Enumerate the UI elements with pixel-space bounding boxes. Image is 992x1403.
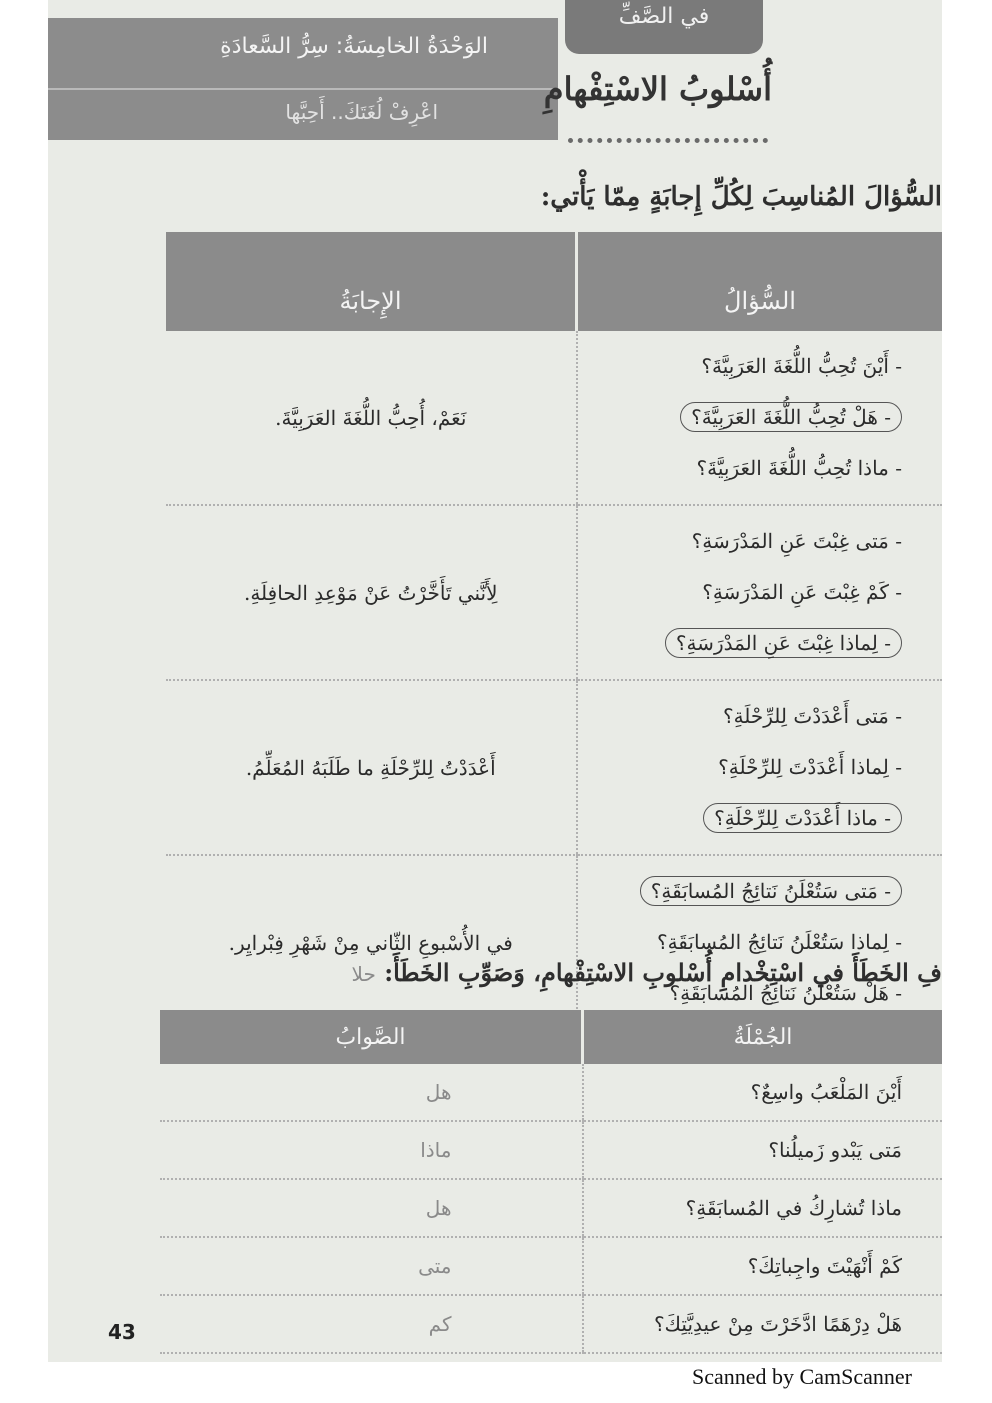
scanner-watermark: Scanned by CamScanner: [692, 1364, 912, 1389]
table-row: [166, 855, 942, 1030]
question-option: - هَلْ سَتُعْلَنُ نَتائِجُ المُسابَقَةِ؟: [669, 981, 902, 1005]
exercise2-instruction-text: فِ الخَطَأَ في اسْتِخْدامِ أُسْلوبِ الاسْتِفْهامِ، وَصَوِّبِ الخَطَأَ:: [384, 958, 942, 987]
answer-cell: في الأُسْبوعِ الثّاني مِنْ شَهْرِ فِبْرايِر.: [166, 855, 577, 1030]
table-row: [160, 1295, 942, 1353]
table-row: [160, 1179, 942, 1237]
table-row: [160, 1237, 942, 1295]
column-header-question: السُّؤالُ: [577, 232, 943, 331]
correction-cell: ماذا: [160, 1121, 583, 1179]
section-tab: [565, 0, 763, 54]
table-row: [160, 1064, 942, 1121]
column-header-correction: الصَّوابُ: [160, 1010, 583, 1064]
question-option: - مَتى أَعْدَدْتَ لِلرِّحْلَةِ؟: [722, 704, 902, 728]
sentence-cell: هَلْ دِرْهَمًا ادَّخَرْتَ مِنْ عيدِيَّتِكَ؟: [583, 1295, 943, 1353]
table-row: [166, 331, 942, 505]
correction-cell: كم: [160, 1295, 583, 1353]
error-correction-table: [160, 1010, 942, 1354]
unit-title: الوَحْدَةُ الخامِسَةُ: سِرُّ السَّعادَةِ: [220, 34, 488, 59]
table-row: [160, 1121, 942, 1179]
question-option-circled: - هَلْ تُحِبُّ اللُّغَةَ العَرَبِيَّةَ؟: [588, 392, 903, 443]
correction-cell: هل: [160, 1064, 583, 1121]
correction-cell: هل: [160, 1179, 583, 1237]
handwritten-note: حلا: [351, 962, 376, 986]
exercise1-instruction: السُّؤالَ المُناسِبَ لِكُلِّ إِجابَةٍ مِمّا يَأْتي:: [540, 182, 942, 212]
question-option-circled: - لِماذا غِبْتَ عَنِ المَدْرَسَةِ؟: [588, 618, 903, 669]
section-tab-label: في الصَّفِّ: [618, 4, 710, 29]
unit-subtitle: اعْرِفْ لُغَتَكَ.. أَحِبَّها: [285, 100, 438, 124]
page-number: 43: [108, 1320, 136, 1344]
dotted-divider: [568, 138, 768, 153]
question-option: - كَمْ غِبْتَ عَنِ المَدْرَسَةِ؟: [702, 580, 902, 604]
answer-cell: نَعَمْ، أُحِبُّ اللُّغَةَ العَرَبِيَّةَ.: [166, 331, 577, 505]
unit-header-band: [48, 18, 558, 140]
sentence-cell: مَتى يَبْدو زَميلُنا؟: [583, 1121, 943, 1179]
question-option: - لِماذا سَتُعْلَنُ نَتائِجُ المُسابَقَةِ؟: [656, 930, 902, 954]
question-option-circled: - ماذا أَعْدَدْتَ لِلرِّحْلَةِ؟: [588, 793, 903, 844]
table-row: [166, 680, 942, 855]
sentence-cell: أَيْنَ المَلْعَبُ واسِعٌ؟: [583, 1064, 943, 1121]
question-options-cell: [577, 331, 943, 505]
question-options-cell: [577, 680, 943, 855]
workbook-page: [48, 0, 942, 1362]
column-header-answer: الإِجابَةُ: [166, 232, 577, 331]
question-option: - ماذا تُحِبُّ اللُّغَةَ العَرَبِيَّةَ؟: [696, 456, 902, 480]
question-answer-table: [166, 232, 942, 1031]
table-row: [166, 505, 942, 680]
question-option: - أَيْنَ تُحِبُّ اللُّغَةَ العَرَبِيَّةَ؟: [701, 354, 902, 378]
answer-cell: لِأَنَّني تَأَخَّرْتُ عَنْ مَوْعِدِ الحافِلَةِ.: [166, 505, 577, 680]
correction-cell: متى: [160, 1237, 583, 1295]
lesson-title: أُسْلوبُ الاسْتِفْهامِ: [543, 70, 772, 108]
header-divider: [48, 88, 558, 90]
sentence-cell: كَمْ أَنْهَيْتَ واجِباتِكَ؟: [583, 1237, 943, 1295]
question-option-circled: - مَتى سَتُعْلَنُ نَتائِجُ المُسابَقَةِ؟: [588, 866, 903, 917]
question-options-cell: [577, 855, 943, 1030]
question-option: - لِماذا أَعْدَدْتَ لِلرِّحْلَةِ؟: [718, 755, 902, 779]
exercise2-instruction: [352, 958, 942, 987]
sentence-cell: ماذا تُشارِكُ في المُسابَقَةِ؟: [583, 1179, 943, 1237]
question-option: - مَتى غِبْتَ عَنِ المَدْرَسَةِ؟: [691, 529, 902, 553]
question-options-cell: [577, 505, 943, 680]
answer-cell: أَعْدَدْتُ لِلرِّحْلَةِ ما طَلَبَهُ المُعَلِّمُ.: [166, 680, 577, 855]
column-header-sentence: الجُمْلَةُ: [583, 1010, 943, 1064]
